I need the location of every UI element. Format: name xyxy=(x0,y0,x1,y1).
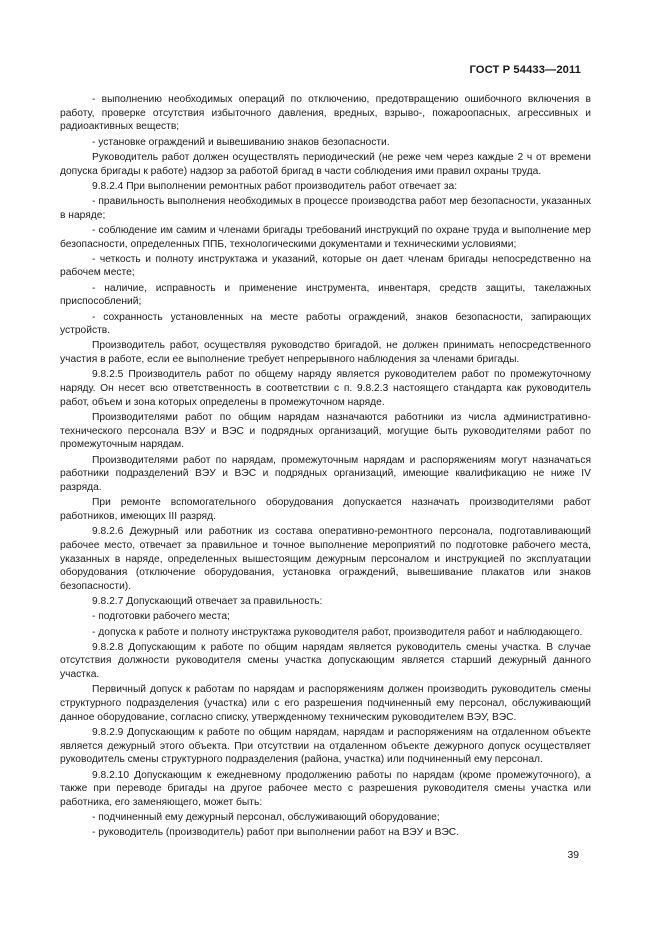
document-header: ГОСТ Р 54433—2011 xyxy=(469,64,581,76)
paragraph: Руководитель работ должен осуществлять периодический (не реже чем через каждые 2 ч от времени допуска бригады к работе) надзор за работой бригад в части соблюдения ими правил охраны труда. xyxy=(60,151,591,177)
paragraph: - выполнению необходимых операций по отключению, предотвращению ошибочного включения в работу, проверке отсутствия избыточного давления, вредных, взрыво-, пожароопасных, агрессивных и радиоактивных веществ; xyxy=(60,94,591,133)
paragraph: - допуска к работе и полноту инструктажа руководителя работ, производителя работ и наблюдающего. xyxy=(92,626,583,638)
paragraph: 9.8.2.4 При выполнении ремонтных работ производитель работ отвечает за: xyxy=(92,180,458,192)
paragraph: При ремонте вспомогательного оборудования допускается назначать производителями работ работников, имеющих III разряд. xyxy=(60,497,591,522)
paragraph: 9.8.2.6 Дежурный или работник из состава оперативно-ремонтного персонала, подготавливающий рабочее место, отвечает за правильное и точное выполнение мероприятий по подготовке рабочего места, указанных в наряде, определенных вышестоящим дежурным персоналом и инструкцией по эксплуатации оборудования (отключение оборудования, установка ограждений, вывешивание плакатов или знаков безопасности). xyxy=(60,526,591,592)
paragraph: - подготовки рабочего места; xyxy=(92,611,230,623)
document-body xyxy=(60,93,591,842)
paragraph: - подчиненный ему дежурный персонал, обслуживающий оборудование; xyxy=(92,812,440,824)
paragraph: Первичный допуск к работам по нарядам и распоряжениям должен производить руководитель смены структурного подразделения (участка) или с его разрешения подчиненный ему персонал, обслуживающий данное оборудование, согласно списку, утвержденному техническим руководителем ВЭУ, ВЭС. xyxy=(60,684,591,723)
paragraph: - сохранность установленных на месте работы ограждений, знаков безопасности, запирающих устройств. xyxy=(60,311,591,337)
paragraph: - наличие, исправность и применение инструмента, инвентаря, средств защиты, такелажных приспособлений; xyxy=(60,282,591,308)
page-number: 39 xyxy=(567,850,579,861)
paragraph: - руководитель (производитель) работ при выполнении работ на ВЭУ и ВЭС. xyxy=(92,827,460,839)
paragraph: 9.8.2.10 Допускающим к ежедневному продолжению работы по нарядам (кроме промежуточного), а также при переводе бригады на другое рабочее место с разрешения руководителя смены участка или работника, его заменяющего, может быть: xyxy=(60,769,591,808)
paragraph: Производителями работ по нарядам, промежуточным нарядам и распоряжениям могут назначаться работники подразделений ВЭУ и ВЭС и подрядных организаций, имеющие квалификацию не ниже IV разряда. xyxy=(60,454,591,493)
paragraph: - правильность выполнения необходимых в процессе производства работ мер безопасности, указанных в наряде; xyxy=(60,195,591,221)
paragraph: Производитель работ, осуществляя руководство бригадой, не должен принимать непосредственного участия в работе, если ее выполнение требует непрерывного наблюдения за членами бригады. xyxy=(60,340,591,366)
paragraph: - четкость и полноту инструктажа и указаний, которые он дает членам бригады непосредственно на рабочем месте; xyxy=(60,253,591,279)
paragraph: 9.8.2.9 Допускающим к работе по общим нарядам, нарядам и распоряжениям на отдаленном объекте является дежурный этого объекта. При отсутствии на отдаленном объекте дежурного допуск осуществляет руководитель смены структурного подразделения (района, участка) или подчиненный ему персонал. xyxy=(60,726,591,766)
paragraph: 9.8.2.7 Допускающий отвечает за правильность: xyxy=(92,596,323,608)
paragraph: - соблюдение им самим и членами бригады требований инструкций по охране труда и выполнение мер безопасности, определенных ППБ, технологическими документами и техническими условиями; xyxy=(60,224,591,250)
paragraph: 9.8.2.8 Допускающим к работе по общим нарядам является руководитель смены участка. В случае отсутствия должности руководителя смены участка допускающим является старший дежурный данного участка. xyxy=(60,641,591,681)
paragraph: Производителями работ по общим нарядам назначаются работники из числа административно-технического персонала ВЭУ и ВЭС и подрядных организаций, могущие быть руководителями работ по промежуточным нарядам. xyxy=(60,411,591,451)
paragraph: 9.8.2.5 Производитель работ по общему наряду является руководителем работ по промежуточному наряду. Он несет всю ответственность в соответствии с п. 9.8.2.3 настоящего стандарта как руководитель работ, объем и зона которых определены в промежуточном наряде. xyxy=(60,369,591,408)
paragraph: - установке ограждений и вывешиванию знаков безопасности. xyxy=(92,136,390,148)
